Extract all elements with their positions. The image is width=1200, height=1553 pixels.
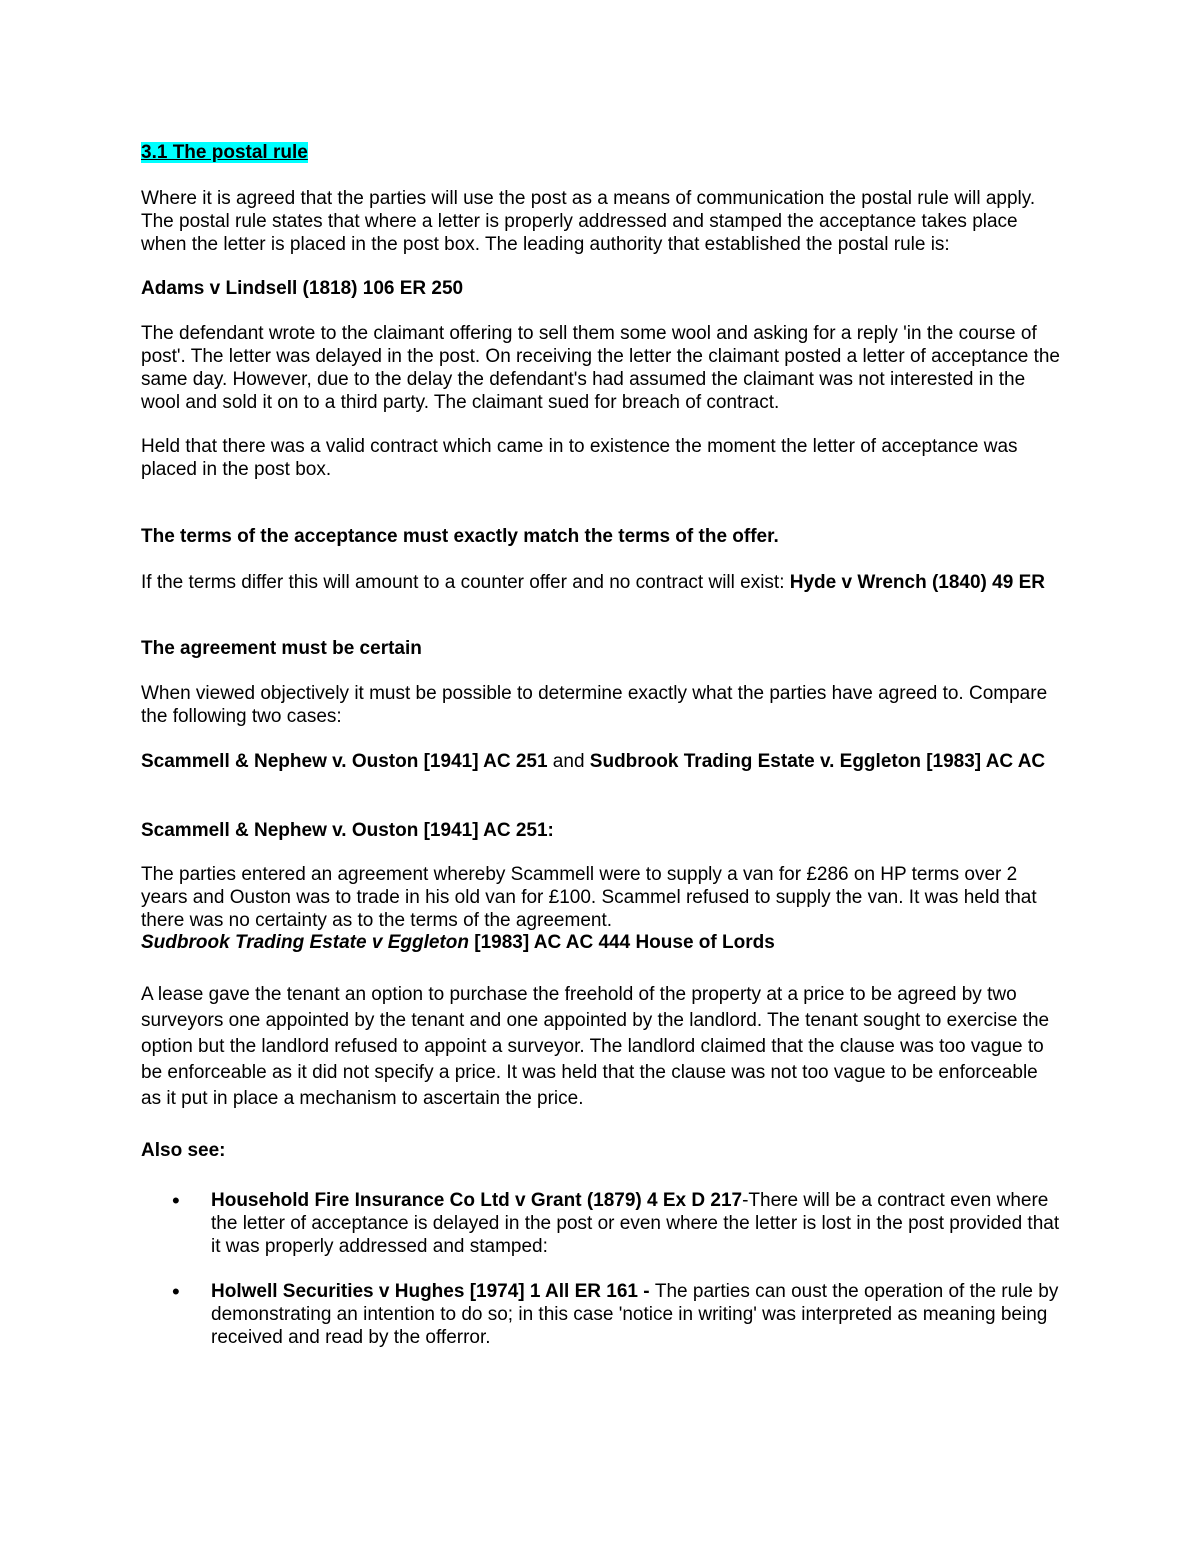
intro-paragraph: Where it is agreed that the parties will use the post as a means of communication the postal rule will apply. The postal rule states that where a letter is properly addressed and stamped the acceptance takes place when the letter is placed in the post box. The leading authority that established the postal rule is: xyxy=(141,188,1036,255)
holwell-case-citation: Holwell Securities v Hughes [1974] 1 All ER 161 - xyxy=(211,1281,655,1302)
bullet-marker: • xyxy=(172,1279,180,1304)
household-case-citation: Household Fire Insurance Co Ltd v Grant (1879) 4 Ex D 217 xyxy=(211,1190,743,1211)
sudbrook-facts-paragraph: A lease gave the tenant an option to purchase the freehold of the property at a price to be agreed by two surveyors one appointed by the tenant and one appointed by the landlord. The tenant sought to exercise the option but the landlord refused to appoint a surveyor. The landlord claimed that the clause was too vague to be enforceable as it did not specify a price. It was held that the clause was not too vague to be enforceable as it put in place a mechanism to ascertain the price. xyxy=(141,984,1050,1109)
list-item xyxy=(211,1280,1061,1349)
section-heading xyxy=(141,141,1061,164)
compare-cases-line xyxy=(141,750,1061,773)
hyde-case-citation: Hyde v Wrench (1840) 49 ER xyxy=(789,572,1045,593)
certain-heading: The agreement must be certain xyxy=(141,638,422,659)
bullet-marker: • xyxy=(172,1188,180,1213)
adams-held-paragraph: Held that there was a valid contract which came in to existence the moment the letter of acceptance was placed in the post box. xyxy=(141,436,1018,480)
terms-paragraph xyxy=(141,571,1061,594)
list-item xyxy=(211,1189,1061,1258)
scammell-citation: Scammell & Nephew v. Ouston [1941] AC 251 xyxy=(141,751,548,772)
terms-heading: The terms of the acceptance must exactly match the terms of the offer. xyxy=(141,526,779,547)
scammell-facts-paragraph: The parties entered an agreement whereby Scammell were to supply a van for £286 on HP terms over 2 years and Ouston was to trade in his old van for £100. Scammel refused to supply the van. It was held that there was no certainty as to the terms of the agreement. xyxy=(141,864,1037,931)
sudbrook-case-citation: [1983] AC AC 444 House of Lords xyxy=(468,932,775,953)
list-item-text: -There will be a contract even where the letter of acceptance is delayed in the post or even where the letter is lost in the post provided that it was properly addressed and stamped: xyxy=(211,1190,1060,1257)
sudbrook-case-name: Sudbrook Trading Estate v Eggleton xyxy=(141,932,469,953)
adams-case-title: Adams v Lindsell (1818) 106 ER 250 xyxy=(141,278,464,299)
list-item-text: The parties can oust the operation of the rule by demonstrating an intention to do so; in this case 'notice in writing' was interpreted as meaning being received and read by the offerror. xyxy=(211,1281,1059,1348)
also-see-heading: Also see: xyxy=(141,1140,226,1161)
heading-highlight: 3.1 The postal rule xyxy=(141,142,308,163)
terms-text: If the terms differ this will amount to a counter offer and no contract will exist: xyxy=(141,572,790,593)
certain-paragraph: When viewed objectively it must be possible to determine exactly what the parties have agreed to. Compare the following two cases: xyxy=(141,683,1048,727)
scammell-case-title: Scammell & Nephew v. Ouston [1941] AC 251: xyxy=(141,820,554,841)
and-text: and xyxy=(547,751,590,772)
sudbrook-case-title xyxy=(141,931,1061,954)
adams-facts-paragraph: The defendant wrote to the claimant offering to sell them some wool and asking for a reply 'in the course of post'. The letter was delayed in the post. On receiving the letter the claimant posted a letter of acceptance the same day. However, due to the delay the defendant's had assumed the claimant was not interested in the wool and sold it on to a third party. The claimant sued for breach of contract. xyxy=(141,323,1060,413)
sudbrook-citation: Sudbrook Trading Estate v. Eggleton [1983] AC AC xyxy=(589,751,1046,772)
